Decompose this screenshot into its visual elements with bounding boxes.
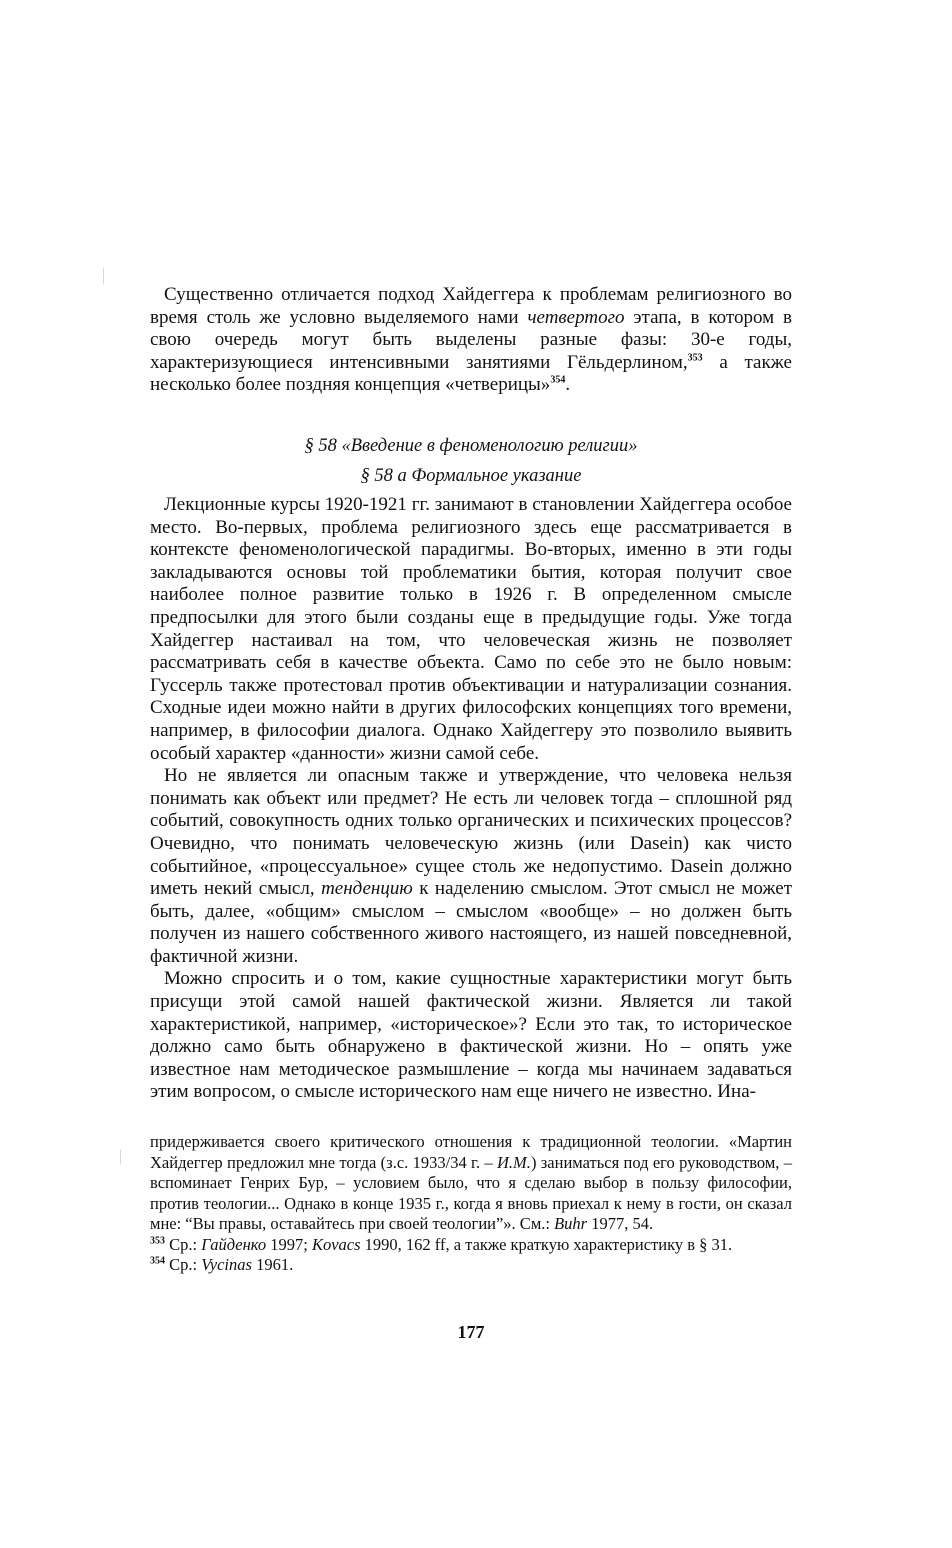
subsection-heading: § 58 а Формальное указание [360,466,582,486]
section-heading: § 58 «Введение в феноменологию религии» [304,436,638,456]
footnotes [150,1132,792,1276]
footnote-number: 353 [150,1235,165,1246]
footnote-number: 354 [150,1255,165,1267]
intro-text: Существенно отличается подход Хайдеггера к проблемам религиозного во время столь же условно выделяемого нами четвертого этапа, в котором в свою очередь могут быть выделены разные фазы: 30-е годы, характеризующиеся интенсивными занятиями Гёльдерлином,$^{353}$ а также несколько более поздняя концепция «четверицы»$^{354}$. [150,284,792,396]
body-text [150,494,792,1104]
italic-emphasis: тенденцию [321,878,413,900]
paragraph-3: Можно спросить и о том, какие сущностные характеристики могут быть присущи этой самой нашей фактической жизни. Является ли такой характеристикой, например, «историческое»? Если это так, то историческое должно само быть обнаружено в фактической жизни. Но – опять уже известное нам методическое размышление – когда мы начинаем задаваться этим вопросом, о смысле исторического нам еще ничего не известно. Ина- [150,968,792,1103]
italic-emphasis: четвертого [527,306,625,328]
footnote-ref-353: 353 [687,352,703,364]
footnote-353: $^{353}$ Ср.: Гайденко 1997; Kovacs 1990, 162 ff, а также краткую характеристику в § 31. [150,1234,733,1254]
page-number: 177 [457,1322,485,1342]
intro-paragraph [150,284,792,397]
scan-mark [103,268,104,284]
paragraph-1: Лекционные курсы 1920-1921 гг. занимают в становлении Хайдеггера особое место. Во-первых, проблема религиозного здесь еще рассматривается в контексте феноменологической парадигмы. Во-вторых, именно в эти годы закладываются основы той проблематики бытия, которая получит свое наиболее полное развитие только в 1926 г. В определенном смысле предпосылки для этого были созданы еще в предыдущие годы. Уже тогда Хайдеггер настаивал на том, что человеческая жизнь не позволяет рассматривать себя в качестве объекта. Само по себе это не было новым: Гуссерль также протестовал против объективации и натурализации сознания. Сходные идеи можно найти в других философских концепциях того времени, например, в философии диалога. Однако Хайдеггеру это позволило выявить особый характер «данности» жизни самой себе. [150,494,792,764]
footnote-continuation: придерживается своего критического отношения к традиционной теологии. «Мартин Хайдеггер предложил мне тогда (з.с. 1933/34 г. – И.М.) заниматься под его руководством, – вспоминает Генрих Бур, – условием было, что я сделаю выбор в пользу философии, против теологии... Однако в конце 1935 г., когда я вновь приехал к нему в гости, он сказал мне: “Вы правы, оставайтесь при своей теологии”». См.: Buhr 1977, 54. [150,1132,792,1233]
paragraph-2: Но не является ли опасным также и утверждение, что человека нельзя понимать как объект или предмет? Не есть ли человек тогда – сплошной ряд событий, совокупность одних только органических и психических процессов? Очевидно, что понимать человеческую жизнь (или Dasein) как чисто событийное, «процессуальное» сущее столь же недопустимо. Dasein должно иметь некий смысл, тенденцию к наделению смыслом. Этот смысл не может быть, далее, «общим» смыслом – смыслом «вообще» – но должен быть получен из нашего собственного живого настоящего, из нашей повседневной, фактичной жизни. [150,765,792,967]
footnote-ref-354: 354 [550,375,566,387]
scan-mark [120,1150,121,1164]
footnote-354: $^{354}$ Ср.: Vycinas 1961. [150,1255,294,1274]
